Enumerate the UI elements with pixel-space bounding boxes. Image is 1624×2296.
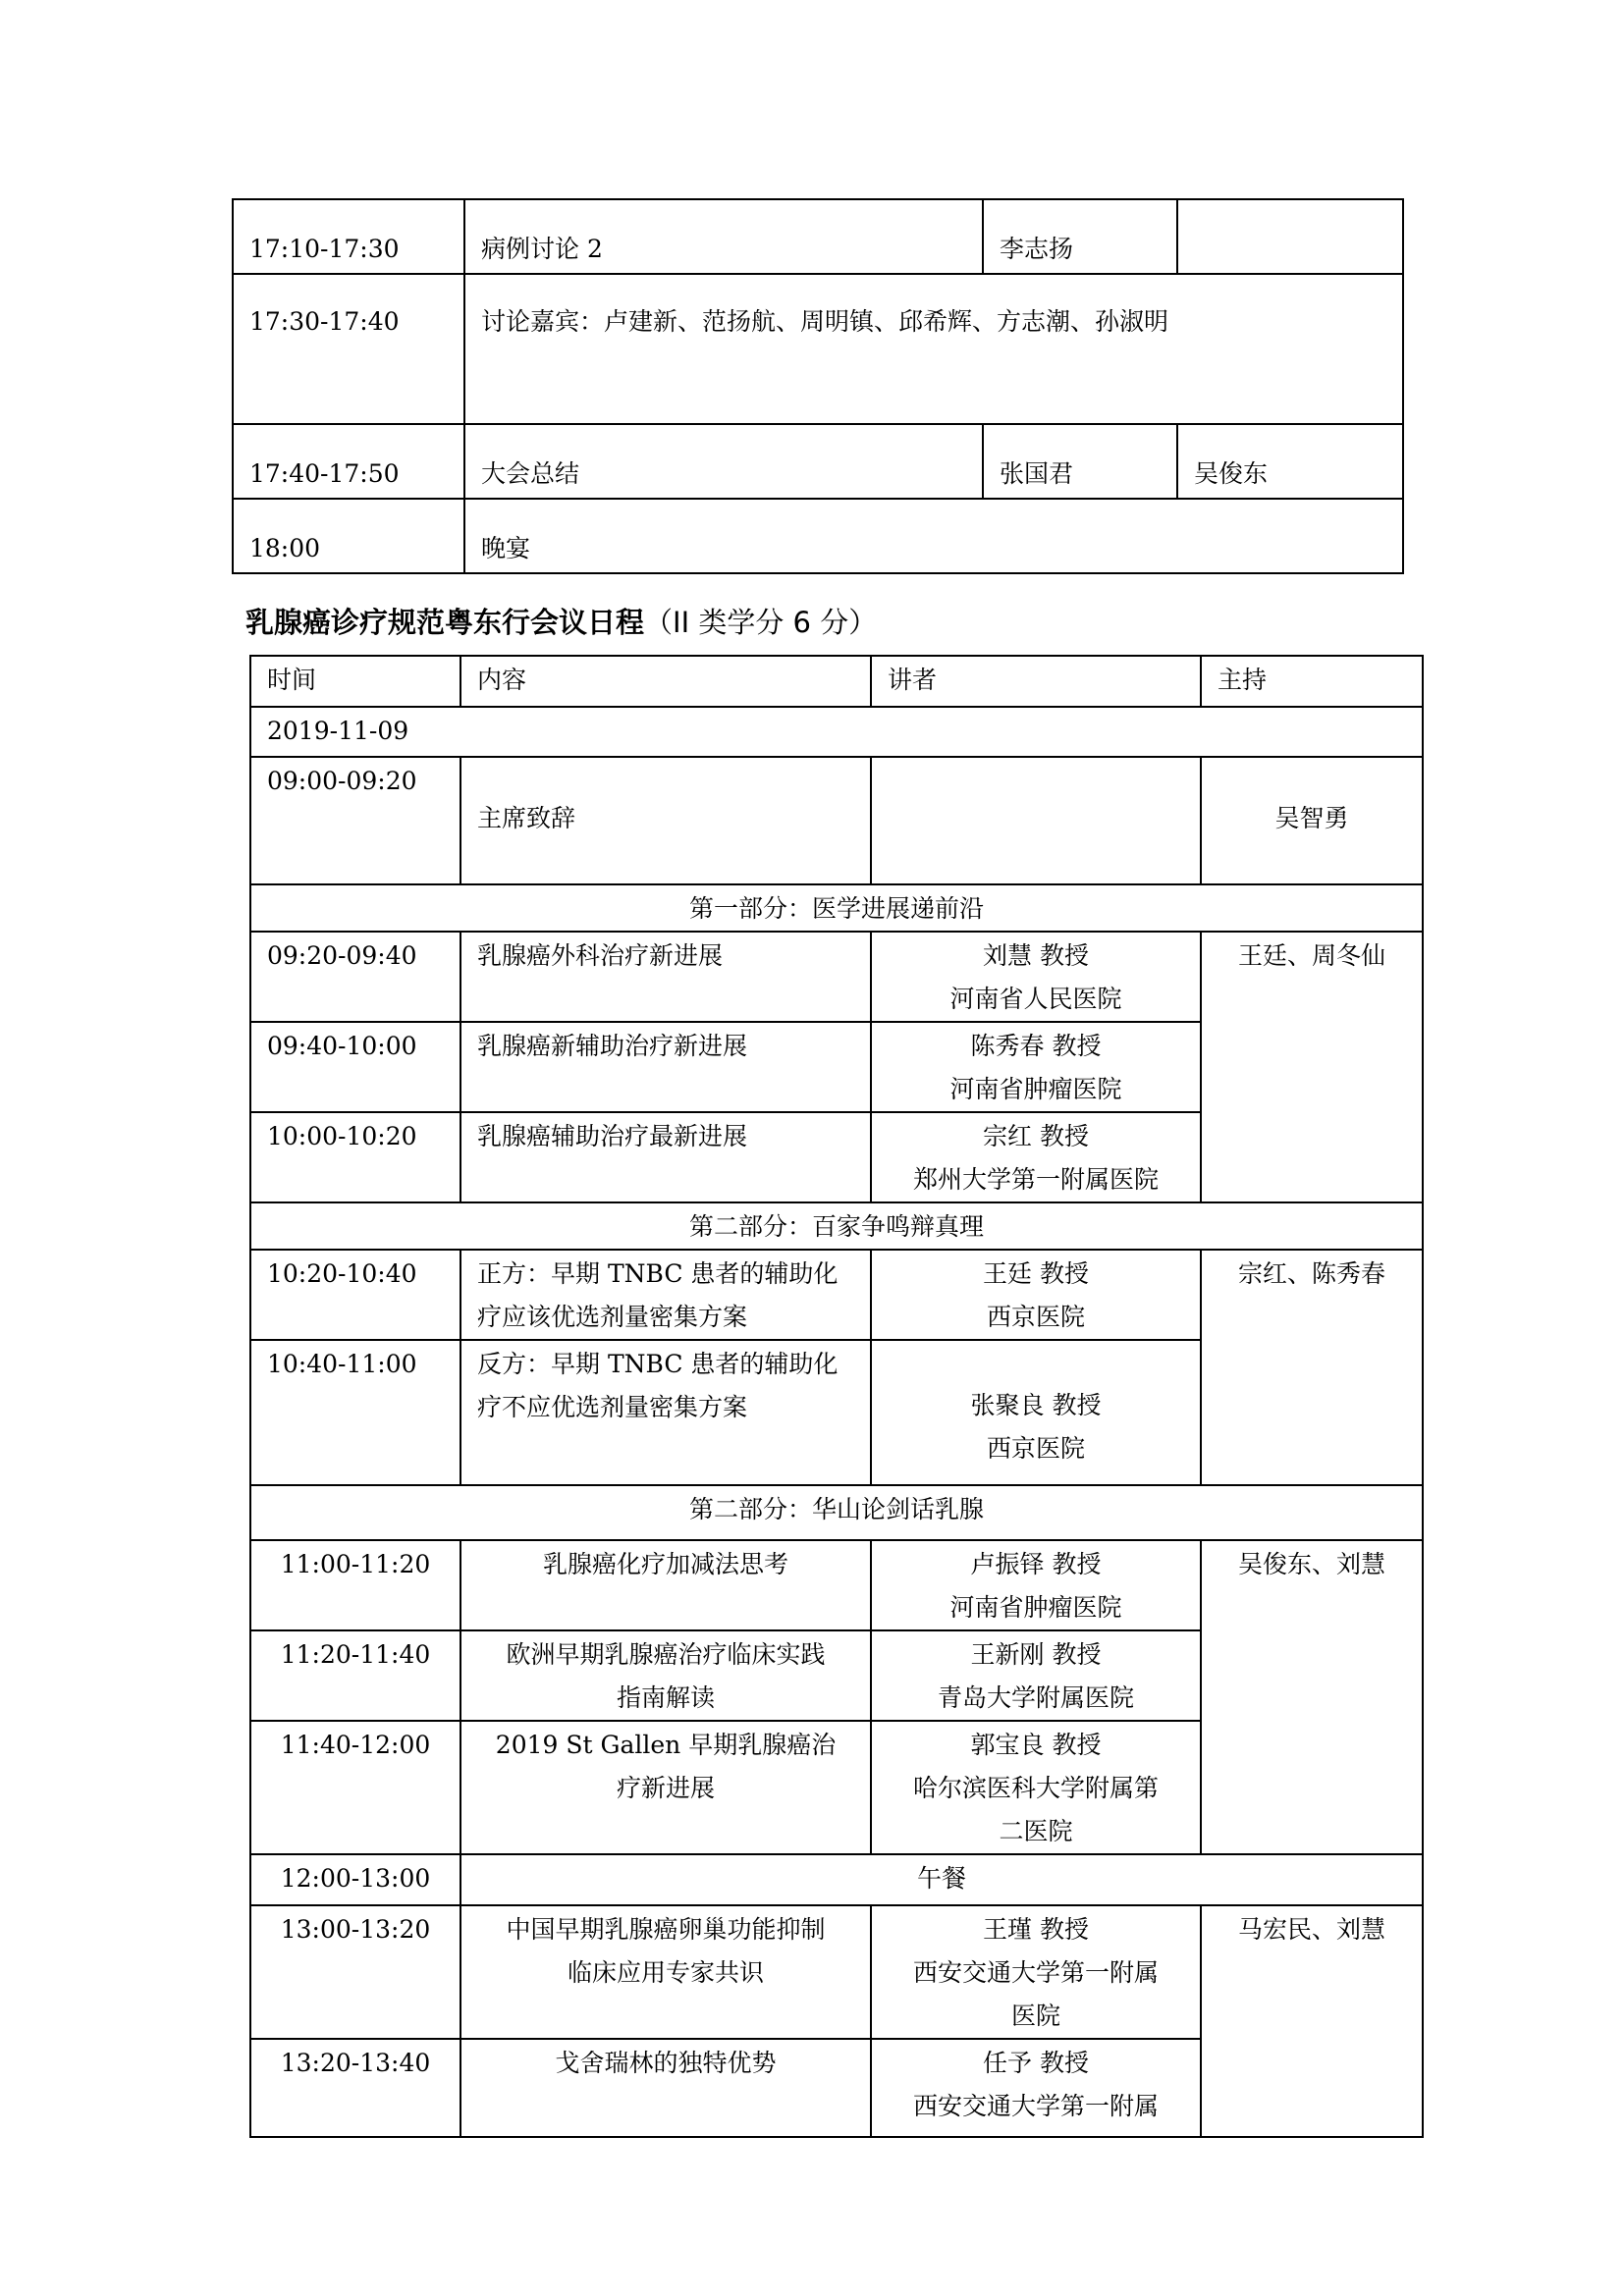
content-line: 指南解读 [616, 1683, 715, 1712]
content-line: 正方：早期 TNBC 患者的辅助化 [477, 1259, 839, 1288]
section-row [250, 1485, 1423, 1540]
host-cell: 吴俊东 [1177, 424, 1403, 499]
speaker-name: 王新刚 教授 [970, 1640, 1102, 1669]
table-row [233, 499, 1403, 573]
credit-note: （II 类学分 6 分） [644, 606, 878, 639]
host-cell: 马宏民、刘慧 [1201, 1905, 1423, 2137]
host-cell: 宗红、陈秀春 [1201, 1250, 1423, 1485]
time-cell: 18:00 [233, 499, 464, 573]
speaker-cell [871, 1022, 1201, 1112]
speaker-name: 陈秀春 教授 [970, 1032, 1102, 1060]
section-title: 第二部分：华山论剑话乳腺 [250, 1485, 1423, 1540]
content-line: 反方：早期 TNBC 患者的辅助化 [477, 1350, 839, 1378]
speaker-org: 郑州大学第一附属医院 [912, 1165, 1159, 1194]
header-row [250, 656, 1423, 707]
speaker-cell [871, 757, 1201, 884]
host-cell [1177, 199, 1403, 274]
speaker-org: 河南省肿瘤医院 [949, 1075, 1122, 1103]
lunch-row [250, 1854, 1423, 1905]
schedule-title [245, 601, 877, 641]
speaker-cell [871, 932, 1201, 1022]
time-cell: 13:00-13:20 [250, 1905, 460, 2039]
speaker-cell [871, 1630, 1201, 1721]
speaker-name: 卢振铎 教授 [970, 1550, 1102, 1578]
content-line: 乳腺癌化疗加减法思考 [542, 1550, 788, 1578]
speaker-org: 哈尔滨医科大学附属第 [912, 1774, 1159, 1802]
table-row [233, 199, 1403, 274]
speaker-org: 西安交通大学第一附属 [912, 1958, 1159, 1987]
speaker-name: 郭宝良 教授 [970, 1731, 1102, 1759]
header-speaker: 讲者 [871, 656, 1201, 707]
time-cell: 17:10-17:30 [233, 199, 464, 274]
speaker-cell [871, 1721, 1201, 1854]
time-cell: 11:00-11:20 [250, 1540, 460, 1630]
content-line: 中国早期乳腺癌卵巢功能抑制 [506, 1915, 826, 1944]
content-cell: 午餐 [460, 1854, 1423, 1905]
header-host: 主持 [1201, 656, 1423, 707]
schedule-title-text: 乳腺癌诊疗规范粤东行会议日程 [245, 606, 645, 639]
content-line: 疗新进展 [616, 1774, 715, 1802]
speaker-cell: 李志扬 [983, 199, 1177, 274]
time-cell: 17:40-17:50 [233, 424, 464, 499]
speaker-org: 西京医院 [986, 1303, 1085, 1331]
section-title: 第一部分：医学进展递前沿 [250, 884, 1423, 932]
content-line: 临床应用专家共识 [567, 1958, 764, 1987]
content-cell: 病例讨论 2 [464, 199, 983, 274]
content-cell: 大会总结 [464, 424, 983, 499]
speaker-org: 河南省人民医院 [949, 985, 1122, 1013]
section-row [250, 1202, 1423, 1250]
content-cell: 主席致辞 [460, 757, 871, 884]
section-row [250, 884, 1423, 932]
speaker-org: 西安交通大学第一附属 [912, 2092, 1159, 2120]
content-cell [460, 1340, 871, 1485]
content-line: 欧洲早期乳腺癌治疗临床实践 [506, 1640, 826, 1669]
header-content: 内容 [460, 656, 871, 707]
speaker-cell [871, 1540, 1201, 1630]
table-row [233, 424, 1403, 499]
host-cell: 吴智勇 [1201, 757, 1423, 884]
table-row [250, 1250, 1423, 1340]
speaker-org: 河南省肿瘤医院 [949, 1593, 1122, 1622]
speaker-name: 张聚良 教授 [970, 1391, 1102, 1419]
content-cell: 乳腺癌外科治疗新进展 [460, 932, 871, 1022]
content-line: 疗应该优选剂量密集方案 [477, 1303, 748, 1331]
time-cell: 10:00-10:20 [250, 1112, 460, 1202]
content-line: 2019 St Gallen 早期乳腺癌治 [495, 1731, 837, 1759]
time-cell: 12:00-13:00 [250, 1854, 460, 1905]
previous-schedule-table [232, 198, 1404, 574]
speaker-name: 任予 教授 [983, 2049, 1089, 2077]
content-cell [460, 1540, 871, 1630]
time-cell: 09:40-10:00 [250, 1022, 460, 1112]
time-cell: 11:20-11:40 [250, 1630, 460, 1721]
speaker-org: 西京医院 [986, 1434, 1085, 1463]
speaker-org: 青岛大学附属医院 [937, 1683, 1134, 1712]
table-row [250, 757, 1423, 884]
section-title: 第二部分：百家争鸣辩真理 [250, 1202, 1423, 1250]
content-cell [460, 1250, 871, 1340]
speaker-cell [871, 1112, 1201, 1202]
content-cell [460, 1721, 871, 1854]
speaker-cell [871, 1905, 1201, 2039]
content-cell: 乳腺癌辅助治疗最新进展 [460, 1112, 871, 1202]
time-cell: 10:20-10:40 [250, 1250, 460, 1340]
content-cell [460, 2039, 871, 2137]
header-time: 时间 [250, 656, 460, 707]
speaker-cell: 张国君 [983, 424, 1177, 499]
speaker-cell [871, 1340, 1201, 1485]
speaker-name: 宗红 教授 [983, 1122, 1089, 1150]
time-cell: 10:40-11:00 [250, 1340, 460, 1485]
time-cell: 11:40-12:00 [250, 1721, 460, 1854]
host-cell: 吴俊东、刘慧 [1201, 1540, 1423, 1854]
date-cell: 2019-11-09 [250, 707, 1423, 757]
speaker-org: 二医院 [999, 1817, 1073, 1845]
content-cell: 讨论嘉宾：卢建新、范扬航、周明镇、邱希辉、方志潮、孙淑明 [464, 274, 1403, 424]
speaker-org: 医院 [1010, 2002, 1060, 2030]
content-cell [460, 1630, 871, 1721]
content-cell: 晚宴 [464, 499, 1403, 573]
content-line: 疗不应优选剂量密集方案 [477, 1393, 748, 1421]
time-cell: 09:00-09:20 [250, 757, 460, 884]
speaker-name: 王瑾 教授 [983, 1915, 1089, 1944]
time-cell: 09:20-09:40 [250, 932, 460, 1022]
date-row [250, 707, 1423, 757]
content-cell: 乳腺癌新辅助治疗新进展 [460, 1022, 871, 1112]
speaker-cell [871, 1250, 1201, 1340]
table-row [250, 932, 1423, 1022]
table-row [250, 1905, 1423, 2039]
speaker-name: 刘慧 教授 [983, 941, 1089, 970]
content-cell [460, 1905, 871, 2039]
time-cell: 17:30-17:40 [233, 274, 464, 424]
content-line: 戈舍瑞林的独特优势 [555, 2049, 777, 2077]
time-cell: 13:20-13:40 [250, 2039, 460, 2137]
speaker-name: 王廷 教授 [983, 1259, 1089, 1288]
speaker-cell [871, 2039, 1201, 2137]
table-row [250, 1540, 1423, 1630]
schedule-table [249, 655, 1424, 2138]
table-row [233, 274, 1403, 424]
host-cell: 王廷、周冬仙 [1201, 932, 1423, 1202]
